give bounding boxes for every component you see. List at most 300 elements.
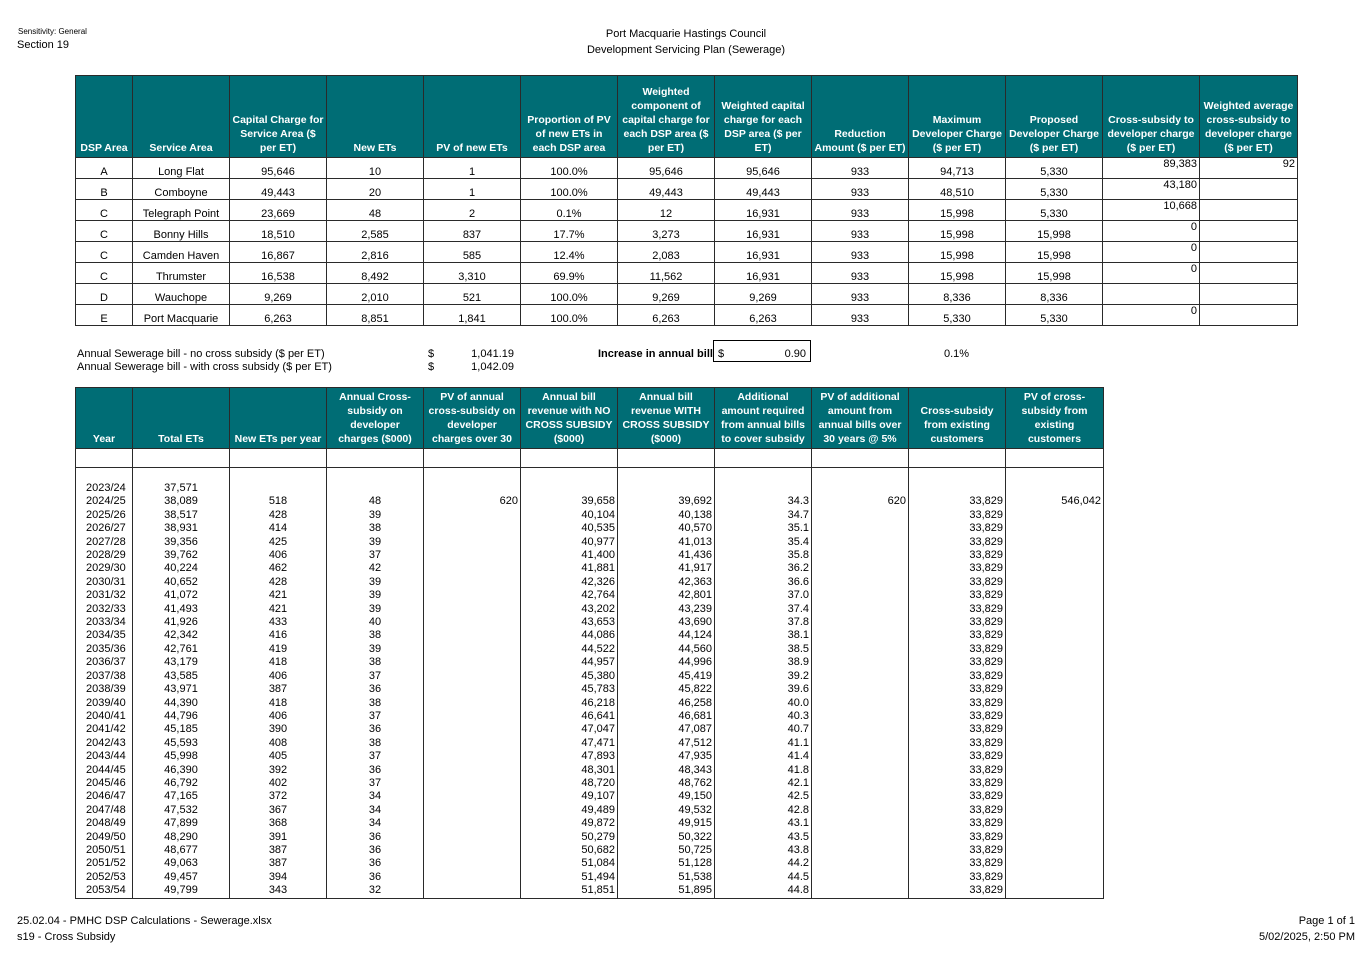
table-cell xyxy=(424,871,521,884)
table-cell xyxy=(1006,616,1104,629)
table-cell: 428 xyxy=(230,509,327,522)
table-cell: 6,263 xyxy=(618,305,715,326)
table-cell xyxy=(424,616,521,629)
table-cell: 33,829 xyxy=(909,495,1006,508)
table-cell: 51,084 xyxy=(521,857,618,870)
table-cell: 46,792 xyxy=(133,777,230,790)
table-cell: 41,917 xyxy=(618,562,715,575)
table-cell: 34.7 xyxy=(715,509,812,522)
table-cell xyxy=(424,710,521,723)
table-cell: 40,224 xyxy=(133,562,230,575)
table-cell: 2038/39 xyxy=(76,683,133,696)
table-cell xyxy=(812,522,909,535)
table-cell: 9,269 xyxy=(230,284,327,305)
table-cell: 49,532 xyxy=(618,804,715,817)
table-cell: 45,419 xyxy=(618,670,715,683)
table-cell: 2049/50 xyxy=(76,831,133,844)
table-cell: A xyxy=(76,158,133,179)
column-header: Additional amount required from annual bills to cover subsidy xyxy=(715,388,812,449)
table-cell: 51,895 xyxy=(618,884,715,898)
table-cell xyxy=(1200,305,1298,326)
table-cell: 933 xyxy=(812,158,909,179)
table-cell: 15,998 xyxy=(909,221,1006,242)
increase-percent: 0.1% xyxy=(944,348,970,360)
table-cell xyxy=(230,482,327,495)
table-cell: 2040/41 xyxy=(76,710,133,723)
table-cell: 421 xyxy=(230,603,327,616)
table-cell: 39 xyxy=(327,643,424,656)
table-cell xyxy=(812,603,909,616)
table-cell: 42,326 xyxy=(521,576,618,589)
column-header: Proportion of PV of new ETs in each DSP area xyxy=(521,76,618,158)
table-cell: 8,492 xyxy=(327,263,424,284)
table-cell xyxy=(812,670,909,683)
table-cell: 2037/38 xyxy=(76,670,133,683)
table-cell: 2035/36 xyxy=(76,643,133,656)
column-header: Capital Charge for Service Area ($ per ET) xyxy=(230,76,327,158)
table-cell: 95,646 xyxy=(230,158,327,179)
column-header: Weighted capital charge for each DSP area ($ per ET) xyxy=(715,76,812,158)
table-cell: 10,668 xyxy=(1103,200,1200,221)
table-cell: 33,829 xyxy=(909,723,1006,736)
table-cell: 406 xyxy=(230,670,327,683)
table-cell: 39,658 xyxy=(521,495,618,508)
table-cell: 39,762 xyxy=(133,549,230,562)
table-cell: 47,935 xyxy=(618,750,715,763)
table-row xyxy=(76,844,1104,857)
table-cell xyxy=(424,737,521,750)
spacer-row xyxy=(76,468,1104,483)
table-cell xyxy=(424,817,521,830)
table-cell: 2034/35 xyxy=(76,629,133,642)
table-cell: 36 xyxy=(327,871,424,884)
table-cell: 37.0 xyxy=(715,589,812,602)
table-cell xyxy=(812,549,909,562)
table-cell: 41,493 xyxy=(133,603,230,616)
table-cell: 37 xyxy=(327,750,424,763)
table-cell: 33,829 xyxy=(909,589,1006,602)
table-row xyxy=(76,871,1104,884)
table-row xyxy=(76,158,1298,179)
table-cell xyxy=(909,482,1006,495)
table-cell: 33,829 xyxy=(909,629,1006,642)
table-cell: 49,150 xyxy=(618,790,715,803)
table-cell: 5,330 xyxy=(909,305,1006,326)
table-cell xyxy=(1006,804,1104,817)
column-header: New ETs xyxy=(327,76,424,158)
table-cell: 35.8 xyxy=(715,549,812,562)
table-cell: 15,998 xyxy=(909,263,1006,284)
table-cell: Bonny Hills xyxy=(133,221,230,242)
table-cell xyxy=(1200,242,1298,263)
table-cell: 37 xyxy=(327,549,424,562)
table-cell: 44.8 xyxy=(715,884,812,898)
table-cell xyxy=(424,697,521,710)
table-cell xyxy=(424,884,521,898)
column-header: Reduction Amount ($ per ET) xyxy=(812,76,909,158)
table-cell xyxy=(424,804,521,817)
table-row xyxy=(76,656,1104,669)
table-cell: 39 xyxy=(327,509,424,522)
table-row xyxy=(76,522,1104,535)
table-cell: 33,829 xyxy=(909,790,1006,803)
table-cell: 69.9% xyxy=(521,263,618,284)
table-cell: 16,931 xyxy=(715,200,812,221)
table-cell: 34.3 xyxy=(715,495,812,508)
table-cell: 49,443 xyxy=(230,179,327,200)
table-row xyxy=(76,643,1104,656)
table-cell: 2033/34 xyxy=(76,616,133,629)
table-cell xyxy=(424,857,521,870)
empty-cell xyxy=(1006,449,1104,468)
table-header-row xyxy=(76,76,1298,158)
increase-box xyxy=(713,340,811,362)
table-cell: 2050/51 xyxy=(76,844,133,857)
table-cell: 20 xyxy=(327,179,424,200)
table-cell xyxy=(1006,522,1104,535)
table-cell xyxy=(424,629,521,642)
table-cell: 49,489 xyxy=(521,804,618,817)
table-cell: 44,124 xyxy=(618,629,715,642)
table-cell: 933 xyxy=(812,284,909,305)
table-cell: 49,443 xyxy=(715,179,812,200)
table-cell: 1,841 xyxy=(424,305,521,326)
table-cell: 39 xyxy=(327,576,424,589)
table-cell: 387 xyxy=(230,844,327,857)
table-cell: 95,646 xyxy=(715,158,812,179)
table-cell: 2052/53 xyxy=(76,871,133,884)
table-cell: 43,202 xyxy=(521,603,618,616)
table-cell: 33,829 xyxy=(909,576,1006,589)
table-cell: 10 xyxy=(327,158,424,179)
table-cell xyxy=(424,656,521,669)
table-cell xyxy=(1006,750,1104,763)
table-cell: 43,653 xyxy=(521,616,618,629)
table-cell: 37.8 xyxy=(715,616,812,629)
table-cell xyxy=(1200,284,1298,305)
table-cell: 45,593 xyxy=(133,737,230,750)
table-cell: 2 xyxy=(424,200,521,221)
table-cell: 33,829 xyxy=(909,737,1006,750)
table-cell: 36 xyxy=(327,831,424,844)
footer-left xyxy=(17,913,272,945)
empty-cell xyxy=(230,449,327,468)
table-row xyxy=(76,242,1298,263)
table-cell: 39 xyxy=(327,603,424,616)
column-header: Annual bill revenue WITH CROSS SUBSIDY ($000) xyxy=(618,388,715,449)
table-row xyxy=(76,884,1104,898)
empty-cell xyxy=(1006,468,1104,483)
table-cell: 41.4 xyxy=(715,750,812,763)
table-cell xyxy=(424,562,521,575)
table-cell: 100.0% xyxy=(521,179,618,200)
table-cell: 15,998 xyxy=(1006,221,1103,242)
table-cell: 44,086 xyxy=(521,629,618,642)
table-cell: 42,801 xyxy=(618,589,715,602)
table-cell: 16,867 xyxy=(230,242,327,263)
table-row xyxy=(76,710,1104,723)
table-cell: 42.1 xyxy=(715,777,812,790)
empty-cell xyxy=(327,468,424,483)
print-datetime: 5/02/2025, 2:50 PM xyxy=(1258,931,1355,943)
table-cell xyxy=(424,643,521,656)
table-cell: 2041/42 xyxy=(76,723,133,736)
table-cell: 2051/52 xyxy=(76,857,133,870)
table-cell: 34 xyxy=(327,817,424,830)
table-cell: 41.1 xyxy=(715,737,812,750)
sheet-name: s19 - Cross Subsidy xyxy=(17,931,116,943)
bill-values xyxy=(450,348,514,374)
table-cell xyxy=(812,576,909,589)
table-cell: 933 xyxy=(812,263,909,284)
table-cell: 33,829 xyxy=(909,603,1006,616)
table-cell: 44.2 xyxy=(715,857,812,870)
table-cell: D xyxy=(76,284,133,305)
table-cell: 48,343 xyxy=(618,764,715,777)
table-cell: 45,783 xyxy=(521,683,618,696)
table-row xyxy=(76,263,1298,284)
table-cell xyxy=(812,790,909,803)
table-cell xyxy=(1006,884,1104,898)
table-cell: 40 xyxy=(327,616,424,629)
table-cell: 44,996 xyxy=(618,656,715,669)
table-cell xyxy=(1006,656,1104,669)
increase-value: 0.90 xyxy=(784,348,806,360)
table-cell: 48 xyxy=(327,200,424,221)
table-cell xyxy=(1006,683,1104,696)
table-cell: 391 xyxy=(230,831,327,844)
table-cell: 100.0% xyxy=(521,305,618,326)
table-cell: 837 xyxy=(424,221,521,242)
table-cell: 47,532 xyxy=(133,804,230,817)
table-cell: 15,998 xyxy=(909,242,1006,263)
table-cell: 47,471 xyxy=(521,737,618,750)
table-cell: 47,165 xyxy=(133,790,230,803)
table-cell: 51,538 xyxy=(618,871,715,884)
table-cell: 368 xyxy=(230,817,327,830)
increase-label: Increase in annual bill xyxy=(598,348,713,360)
table-cell: 33,829 xyxy=(909,804,1006,817)
table-cell xyxy=(1006,790,1104,803)
table-cell: 40,104 xyxy=(521,509,618,522)
table-cell: 45,185 xyxy=(133,723,230,736)
table-cell: 44,796 xyxy=(133,710,230,723)
table-cell: C xyxy=(76,263,133,284)
table-cell: 38 xyxy=(327,656,424,669)
table-cell: 2,083 xyxy=(618,242,715,263)
table-cell: 33,829 xyxy=(909,871,1006,884)
column-header: Cross-subsidy to developer charge ($ per ET) xyxy=(1103,76,1200,158)
table-cell: 50,682 xyxy=(521,844,618,857)
table-cell: 0 xyxy=(1103,221,1200,242)
table-cell xyxy=(424,576,521,589)
table-cell: 48,510 xyxy=(909,179,1006,200)
sensitivity-label: Sensitivity: General xyxy=(18,27,87,36)
table-cell: 37 xyxy=(327,710,424,723)
table-cell xyxy=(424,670,521,683)
table-cell xyxy=(424,603,521,616)
table-cell: 33,829 xyxy=(909,764,1006,777)
empty-cell xyxy=(327,449,424,468)
column-header: Total ETs xyxy=(133,388,230,449)
table-cell: 36 xyxy=(327,723,424,736)
table-cell: 48,290 xyxy=(133,831,230,844)
table-row xyxy=(76,603,1104,616)
table-cell xyxy=(812,629,909,642)
table-cell: 37.4 xyxy=(715,603,812,616)
table-cell: 41,072 xyxy=(133,589,230,602)
table-cell: 33,829 xyxy=(909,509,1006,522)
table-cell: 33,829 xyxy=(909,643,1006,656)
empty-cell xyxy=(521,468,618,483)
file-name: 25.02.04 - PMHC DSP Calculations - Sewerage.xlsx xyxy=(17,915,272,927)
table-cell: 5,330 xyxy=(1006,179,1103,200)
table-cell: 33,829 xyxy=(909,750,1006,763)
table-cell: 6,263 xyxy=(715,305,812,326)
table-cell xyxy=(1006,697,1104,710)
table-row xyxy=(76,697,1104,710)
column-header: Weighted average cross-subsidy to developer charge ($ per ET) xyxy=(1200,76,1298,158)
table-cell: 100.0% xyxy=(521,158,618,179)
table-cell xyxy=(715,482,812,495)
table-row xyxy=(76,737,1104,750)
table-cell: 50,322 xyxy=(618,831,715,844)
table-cell: 33,829 xyxy=(909,857,1006,870)
table-cell xyxy=(812,884,909,898)
table-cell: 33,829 xyxy=(909,817,1006,830)
table-cell xyxy=(812,723,909,736)
table-header-row xyxy=(76,388,1104,449)
table-cell xyxy=(812,764,909,777)
table-cell xyxy=(424,549,521,562)
table-cell: 51,494 xyxy=(521,871,618,884)
table-cell xyxy=(424,844,521,857)
table-cell xyxy=(1006,723,1104,736)
table-cell: 34 xyxy=(327,804,424,817)
table-cell: 33,829 xyxy=(909,844,1006,857)
table-row xyxy=(76,482,1104,495)
table-row xyxy=(76,764,1104,777)
table-cell: 49,799 xyxy=(133,884,230,898)
empty-cell xyxy=(133,449,230,468)
table-cell: 433 xyxy=(230,616,327,629)
table-cell xyxy=(1006,629,1104,642)
table-cell: 8,851 xyxy=(327,305,424,326)
with-cross-subsidy-value: 1,042.09 xyxy=(471,361,514,373)
table-cell xyxy=(424,790,521,803)
table-cell: 40,535 xyxy=(521,522,618,535)
table-cell: 1 xyxy=(424,179,521,200)
table-cell: 6,263 xyxy=(230,305,327,326)
table-cell: 36 xyxy=(327,683,424,696)
table-cell: 48,762 xyxy=(618,777,715,790)
table-cell: C xyxy=(76,242,133,263)
table-row xyxy=(76,831,1104,844)
table-cell xyxy=(1006,831,1104,844)
table-cell xyxy=(1006,509,1104,522)
table-cell: 95,646 xyxy=(618,158,715,179)
table-cell: 2047/48 xyxy=(76,804,133,817)
column-header: PV of cross-subsidy from existing customers xyxy=(1006,388,1104,449)
table-cell: B xyxy=(76,179,133,200)
table-cell: 37 xyxy=(327,777,424,790)
table-cell: 405 xyxy=(230,750,327,763)
table-cell: 2025/26 xyxy=(76,509,133,522)
table-row xyxy=(76,562,1104,575)
table-row xyxy=(76,549,1104,562)
table-cell: 518 xyxy=(230,495,327,508)
table-cell: 33,829 xyxy=(909,562,1006,575)
table-row xyxy=(76,723,1104,736)
table-cell: 89,383 xyxy=(1103,158,1200,179)
increase-currency: $ xyxy=(718,348,725,360)
table-cell xyxy=(1006,844,1104,857)
table-cell: 2032/33 xyxy=(76,603,133,616)
table-cell: 2,010 xyxy=(327,284,424,305)
table-row xyxy=(76,750,1104,763)
table-cell: 16,538 xyxy=(230,263,327,284)
table-cell: 38,517 xyxy=(133,509,230,522)
table-cell: 38 xyxy=(327,737,424,750)
table-cell: 933 xyxy=(812,179,909,200)
table-cell xyxy=(1006,737,1104,750)
table-row xyxy=(76,683,1104,696)
table-cell: 43.5 xyxy=(715,831,812,844)
table-cell xyxy=(812,589,909,602)
table-cell xyxy=(812,616,909,629)
table-cell: 36.6 xyxy=(715,576,812,589)
table-row xyxy=(76,589,1104,602)
table-cell: 390 xyxy=(230,723,327,736)
table-cell: 43,180 xyxy=(1103,179,1200,200)
table-cell xyxy=(424,750,521,763)
table-cell: 418 xyxy=(230,656,327,669)
table-cell: 42.8 xyxy=(715,804,812,817)
column-header: New ETs per year xyxy=(230,388,327,449)
table-cell: 42,363 xyxy=(618,576,715,589)
table-cell: 3,310 xyxy=(424,263,521,284)
table-cell: 372 xyxy=(230,790,327,803)
table-cell xyxy=(424,831,521,844)
table-row xyxy=(76,790,1104,803)
table-row xyxy=(76,616,1104,629)
table-cell: Wauchope xyxy=(133,284,230,305)
table-cell: 49,872 xyxy=(521,817,618,830)
table-cell: 46,258 xyxy=(618,697,715,710)
table-cell: 418 xyxy=(230,697,327,710)
table-cell xyxy=(1006,536,1104,549)
table-cell: 47,087 xyxy=(618,723,715,736)
table-cell: 387 xyxy=(230,683,327,696)
table-cell xyxy=(424,764,521,777)
table-cell: Telegraph Point xyxy=(133,200,230,221)
table-cell xyxy=(424,589,521,602)
table-cell: Comboyne xyxy=(133,179,230,200)
table-cell: 416 xyxy=(230,629,327,642)
table-cell xyxy=(812,683,909,696)
table-cell: 40,652 xyxy=(133,576,230,589)
table-cell: 35.1 xyxy=(715,522,812,535)
table-cell: 46,390 xyxy=(133,764,230,777)
table-cell: 33,829 xyxy=(909,522,1006,535)
column-header: Weighted component of capital charge for each DSP area ($ per ET) xyxy=(618,76,715,158)
table-cell: C xyxy=(76,200,133,221)
table-cell: 36 xyxy=(327,857,424,870)
table-cell: 33,829 xyxy=(909,536,1006,549)
table-cell: 33,829 xyxy=(909,884,1006,898)
table-cell: 41,013 xyxy=(618,536,715,549)
table-cell xyxy=(812,777,909,790)
